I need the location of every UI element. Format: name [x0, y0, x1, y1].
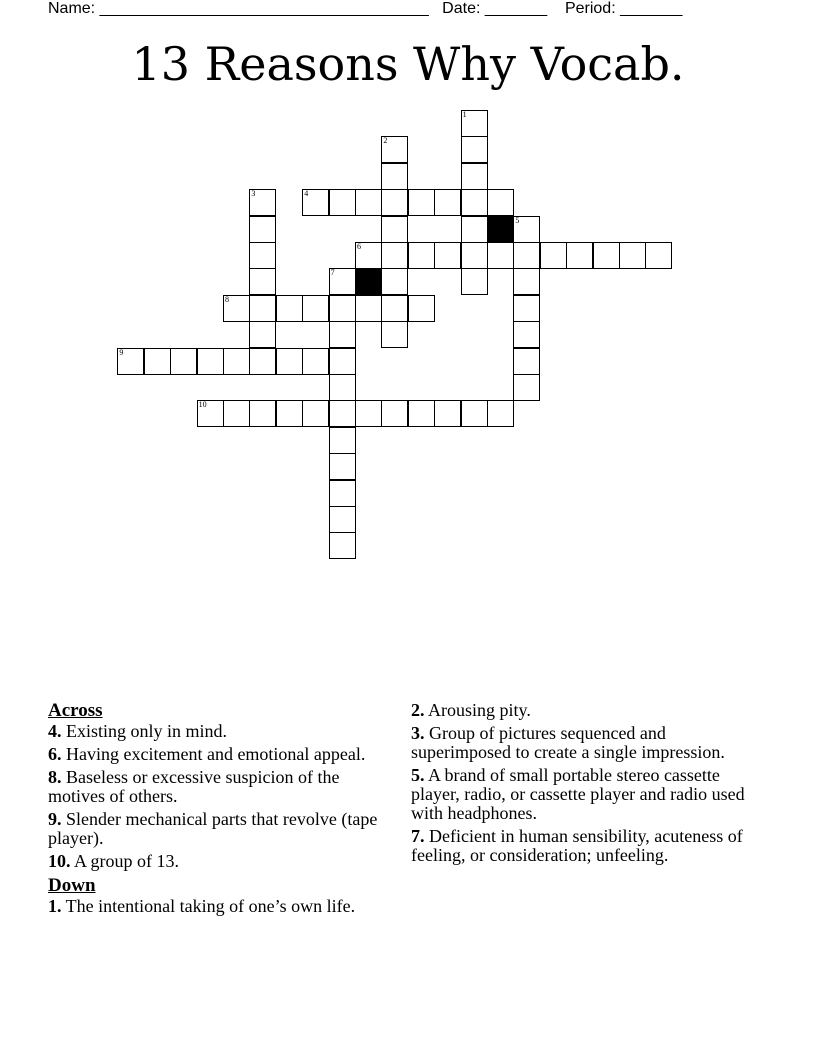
crossword-cell[interactable]	[329, 400, 356, 427]
crossword-cell[interactable]	[461, 110, 488, 137]
crossword-cell[interactable]	[513, 216, 540, 243]
crossword-cell[interactable]	[329, 453, 356, 480]
crossword-cell[interactable]	[249, 189, 276, 216]
crossword-cell[interactable]	[408, 189, 435, 216]
crossword-cell[interactable]	[223, 295, 250, 322]
across-clue: 4. Existing only in mind.	[48, 721, 228, 741]
crossword-cell[interactable]	[223, 348, 250, 375]
crossword-cell[interactable]	[329, 295, 356, 322]
crossword-cell[interactable]	[170, 348, 197, 375]
crossword-cell[interactable]	[381, 295, 408, 322]
crossword-cell[interactable]	[513, 348, 540, 375]
clue-number: 4	[304, 189, 309, 199]
crossword-cell[interactable]	[513, 268, 540, 295]
crossword-cell[interactable]	[461, 242, 488, 269]
crossword-cell[interactable]	[355, 189, 382, 216]
down-clue: 7. Deficient in human sensibility, acuteness of feeling, or consideration; unfeeling.	[411, 826, 743, 865]
crossword-cell[interactable]	[117, 348, 144, 375]
crossword-cell[interactable]	[249, 321, 276, 348]
crossword-cell[interactable]	[329, 480, 356, 507]
down-clue: 3. Group of pictures sequenced and superimposed to create a single impression.	[411, 723, 725, 762]
down-clue: 5. A brand of small portable stereo cassette player, radio, or cassette player and radio used with headphones.	[411, 765, 745, 823]
crossword-cell[interactable]	[197, 400, 224, 427]
crossword-cell[interactable]	[408, 400, 435, 427]
crossword-cell[interactable]	[302, 400, 329, 427]
crossword-cell[interactable]	[197, 348, 224, 375]
down-clue: 2. Arousing pity.	[411, 700, 531, 720]
crossword-cell[interactable]	[329, 268, 356, 295]
crossword-cell[interactable]	[513, 242, 540, 269]
crossword-cell[interactable]	[434, 189, 461, 216]
crossword-cell[interactable]	[381, 321, 408, 348]
crossword-cell[interactable]	[381, 189, 408, 216]
clue-number: 9	[119, 347, 124, 357]
crossword-cell[interactable]	[381, 136, 408, 163]
crossword-cell[interactable]	[619, 242, 646, 269]
crossword-cell[interactable]	[249, 295, 276, 322]
crossword-cell[interactable]	[408, 242, 435, 269]
name-label: Name:	[48, 0, 100, 17]
crossword-cell[interactable]	[434, 242, 461, 269]
crossword-cell[interactable]	[302, 348, 329, 375]
crossword-cell[interactable]	[381, 242, 408, 269]
crossword-cell[interactable]	[329, 189, 356, 216]
crossword-cell[interactable]	[461, 268, 488, 295]
crossword-cell[interactable]	[276, 400, 303, 427]
clue-number: 6	[357, 242, 361, 251]
crossword-cell[interactable]	[355, 242, 382, 269]
crossword-cell[interactable]	[329, 427, 356, 454]
across-clue: 10. A group of 13.	[48, 851, 180, 871]
down-clue: 1. The intentional taking of one’s own life.	[48, 896, 356, 916]
crossword-cell[interactable]	[302, 295, 329, 322]
crossword-cell[interactable]	[249, 216, 276, 243]
crossword-cell[interactable]	[487, 242, 514, 269]
crossword-cell[interactable]	[513, 295, 540, 322]
crossword-cell[interactable]	[434, 400, 461, 427]
crossword-cell[interactable]	[381, 216, 408, 243]
crossword-cell[interactable]	[381, 400, 408, 427]
crossword-cell[interactable]	[461, 400, 488, 427]
clue-number: 3	[251, 189, 256, 199]
date-blank[interactable]: _______	[484, 0, 548, 17]
clues-right-column	[411, 700, 766, 869]
crossword-cell[interactable]	[329, 506, 356, 533]
crossword-cell[interactable]	[461, 136, 488, 163]
crossword-cell[interactable]	[329, 348, 356, 375]
crossword-cell[interactable]	[329, 321, 356, 348]
across-clue: 8. Baseless or excessive suspicion of the motives of others.	[48, 767, 340, 806]
crossword-cell[interactable]	[249, 400, 276, 427]
crossword-cell[interactable]	[461, 189, 488, 216]
crossword-cell[interactable]	[593, 242, 620, 269]
crossword-cell[interactable]	[487, 400, 514, 427]
clue-number: 7	[330, 268, 335, 278]
clue-number: 5	[515, 215, 520, 225]
crossword-cell[interactable]	[144, 348, 171, 375]
crossword-cell[interactable]	[249, 348, 276, 375]
crossword-cell[interactable]	[302, 189, 329, 216]
crossword-cell[interactable]	[566, 242, 593, 269]
name-blank[interactable]: _____________________________________	[99, 0, 429, 17]
clue-number: 1	[462, 110, 467, 119]
clue-number: 8	[225, 294, 229, 304]
crossword-cell[interactable]	[461, 163, 488, 190]
period-label: Period:	[564, 0, 621, 17]
crossword-cell[interactable]	[540, 242, 567, 269]
black-cell	[355, 268, 382, 295]
crossword-cell[interactable]	[223, 400, 250, 427]
crossword-cell[interactable]	[513, 374, 540, 401]
black-cell	[487, 216, 514, 243]
crossword-cell[interactable]	[276, 295, 303, 322]
crossword-cell[interactable]	[329, 532, 356, 559]
period-blank[interactable]: _______	[620, 0, 683, 17]
date-label: Date:	[442, 0, 485, 17]
clues-left-column	[48, 700, 388, 920]
across-heading: Across	[48, 700, 103, 721]
crossword-cell[interactable]	[276, 348, 303, 375]
crossword-cell[interactable]	[408, 295, 435, 322]
crossword-cell[interactable]	[249, 268, 276, 295]
clue-number: 2	[383, 136, 388, 146]
across-clue: 6. Having excitement and emotional appeal.	[48, 744, 366, 764]
crossword-cell[interactable]	[487, 189, 514, 216]
page-title: 13 Reasons Why Vocab.	[131, 37, 685, 91]
across-clue: 9. Slender mechanical parts that revolve (tape player).	[48, 809, 378, 848]
down-heading: Down	[48, 875, 96, 896]
crossword-cell[interactable]	[381, 163, 408, 190]
crossword-cell[interactable]	[249, 242, 276, 269]
crossword-cell[interactable]	[381, 268, 408, 295]
crossword-cell[interactable]	[355, 400, 382, 427]
crossword-cell[interactable]	[355, 295, 382, 322]
clue-number: 10	[198, 400, 207, 410]
crossword-cell[interactable]	[461, 216, 488, 243]
crossword-cell[interactable]	[513, 321, 540, 348]
crossword-cell[interactable]	[645, 242, 672, 269]
crossword-cell[interactable]	[329, 374, 356, 401]
